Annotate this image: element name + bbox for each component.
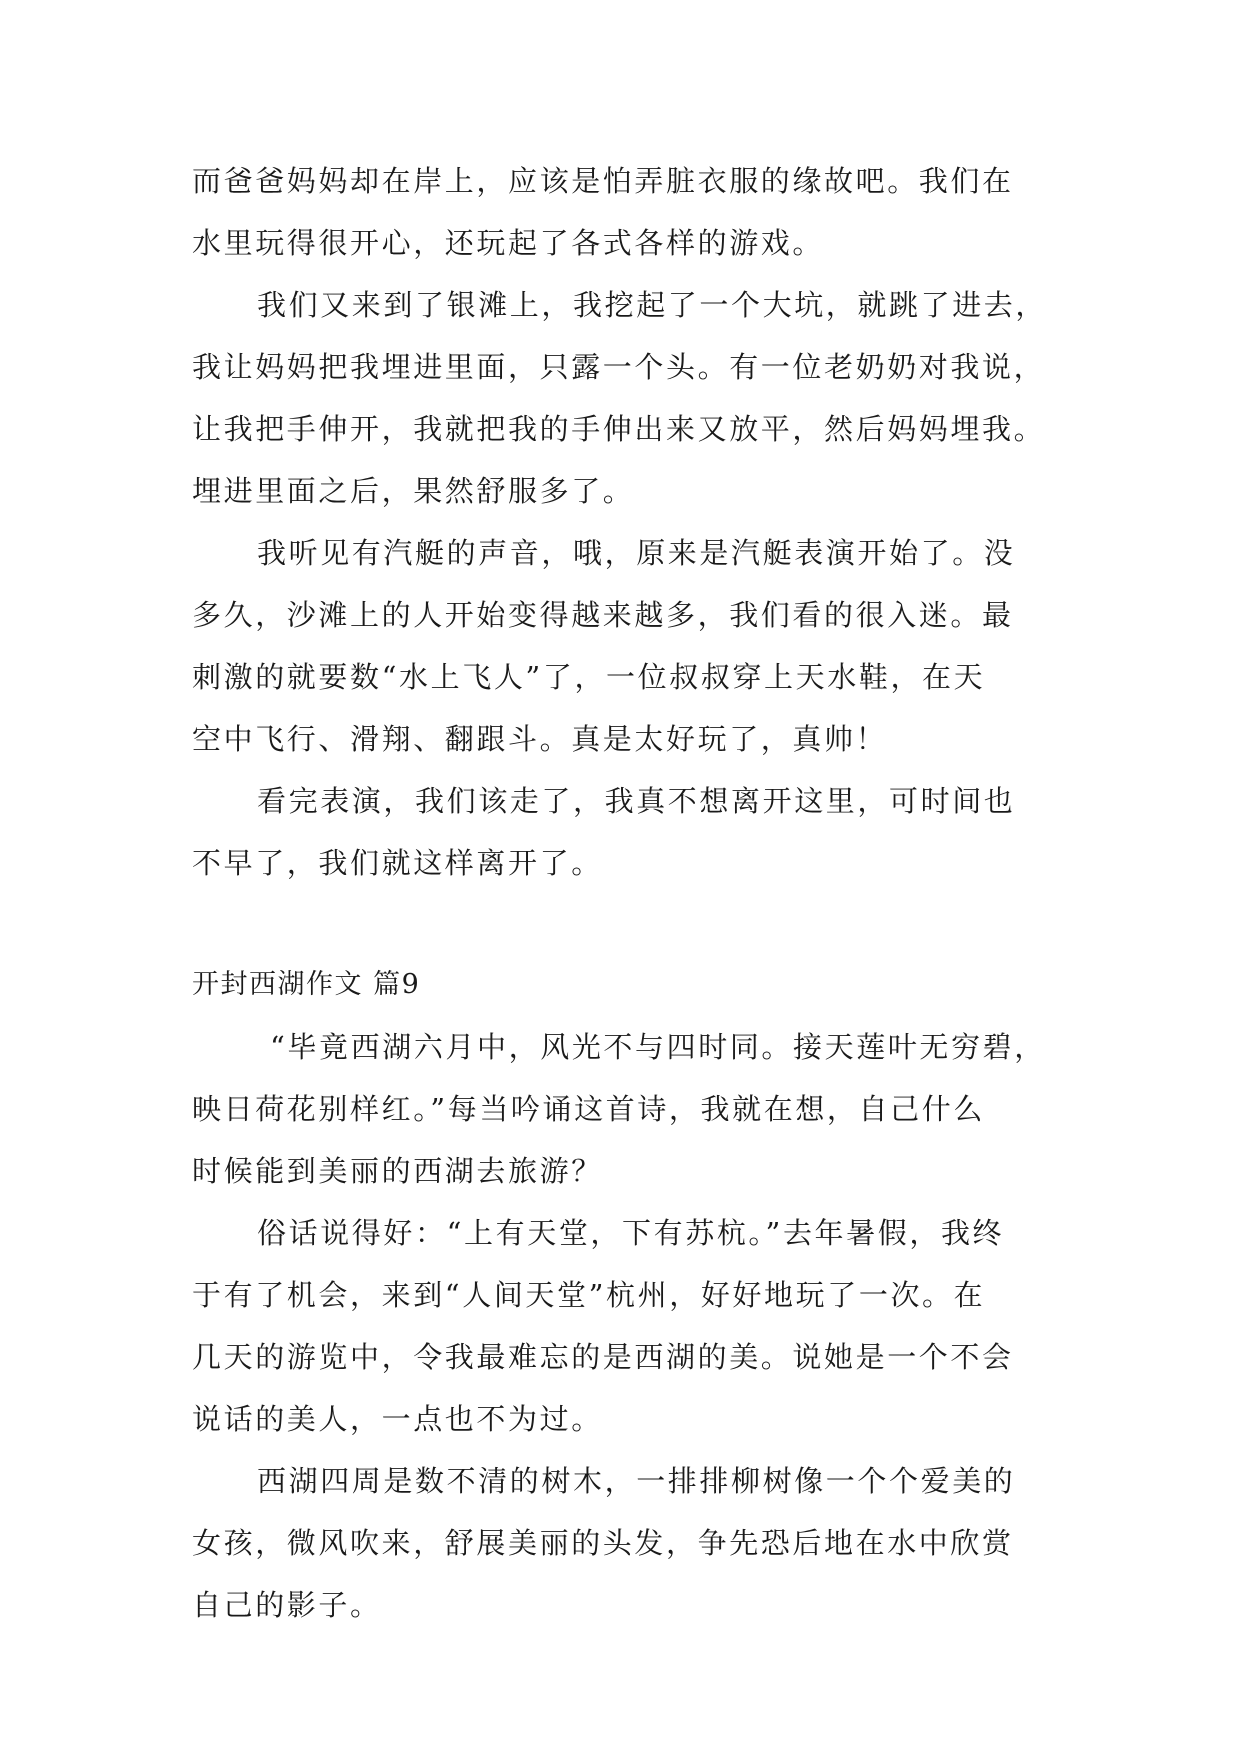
text-line: 我让妈妈把我埋进里面，只露一个头。有一位老奶奶对我说， bbox=[192, 350, 1046, 384]
text-line: 我听见有汽艇的声音，哦，原来是汽艇表演开始了。没 bbox=[257, 536, 1016, 570]
text-line: 自己的影子。 bbox=[192, 1588, 382, 1622]
text-line: 让我把手伸开，我就把我的手伸出来又放平，然后妈妈埋我。 bbox=[192, 412, 1046, 446]
paragraph bbox=[192, 770, 1060, 894]
text-line: 空中飞行、滑翔、翻跟斗。真是太好玩了，真帅！ bbox=[192, 722, 888, 756]
section-gap bbox=[192, 894, 1060, 954]
text-line: 时候能到美丽的西湖去旅游？ bbox=[192, 1154, 603, 1188]
text-line: 于有了机会，来到“人间天堂”杭州，好好地玩了一次。在 bbox=[192, 1278, 986, 1312]
text-line: “毕竟西湖六月中，风光不与四时同。接天莲叶无穷碧， bbox=[270, 1030, 1046, 1064]
paragraph bbox=[192, 1450, 1060, 1636]
text-line: 映日荷花别样红。”每当吟诵这首诗，我就在想，自己什么 bbox=[192, 1092, 985, 1126]
text-line: 俗话说得好：“上有天堂，下有苏杭。”去年暑假，我终 bbox=[257, 1216, 1005, 1250]
text-line: 看完表演，我们该走了，我真不想离开这里，可时间也 bbox=[257, 784, 1016, 818]
paragraph bbox=[192, 274, 1060, 522]
text-line: 多久，沙滩上的人开始变得越来越多，我们看的很入迷。最 bbox=[192, 598, 1014, 632]
document-page bbox=[192, 150, 1060, 1636]
text-line: 我们又来到了银滩上，我挖起了一个大坑，就跳了进去， bbox=[257, 288, 1048, 322]
text-line: 不早了，我们就这样离开了。 bbox=[192, 846, 603, 880]
paragraph bbox=[192, 522, 1060, 770]
text-line: 女孩，微风吹来，舒展美丽的头发，争先恐后地在水中欣赏 bbox=[192, 1526, 1014, 1560]
paragraph bbox=[192, 150, 1060, 274]
text-line: 而爸爸妈妈却在岸上，应该是怕弄脏衣服的缘故吧。我们在 bbox=[192, 164, 1014, 198]
text-line: 西湖四周是数不清的树木，一排排柳树像一个个爱美的 bbox=[257, 1464, 1016, 1498]
text-line: 水里玩得很开心，还玩起了各式各样的游戏。 bbox=[192, 226, 825, 260]
text-line: 说话的美人，一点也不为过。 bbox=[192, 1402, 603, 1436]
text-line: 几天的游览中，令我最难忘的是西湖的美。说她是一个不会 bbox=[192, 1340, 1014, 1374]
paragraph bbox=[192, 1202, 1060, 1450]
text-line: 刺激的就要数“水上飞人”了，一位叔叔穿上天水鞋，在天 bbox=[192, 660, 986, 694]
text-line: 埋进里面之后，果然舒服多了。 bbox=[192, 474, 635, 508]
section-title: 开封西湖作文 篇9 bbox=[192, 969, 421, 1000]
paragraph bbox=[192, 1016, 1060, 1202]
